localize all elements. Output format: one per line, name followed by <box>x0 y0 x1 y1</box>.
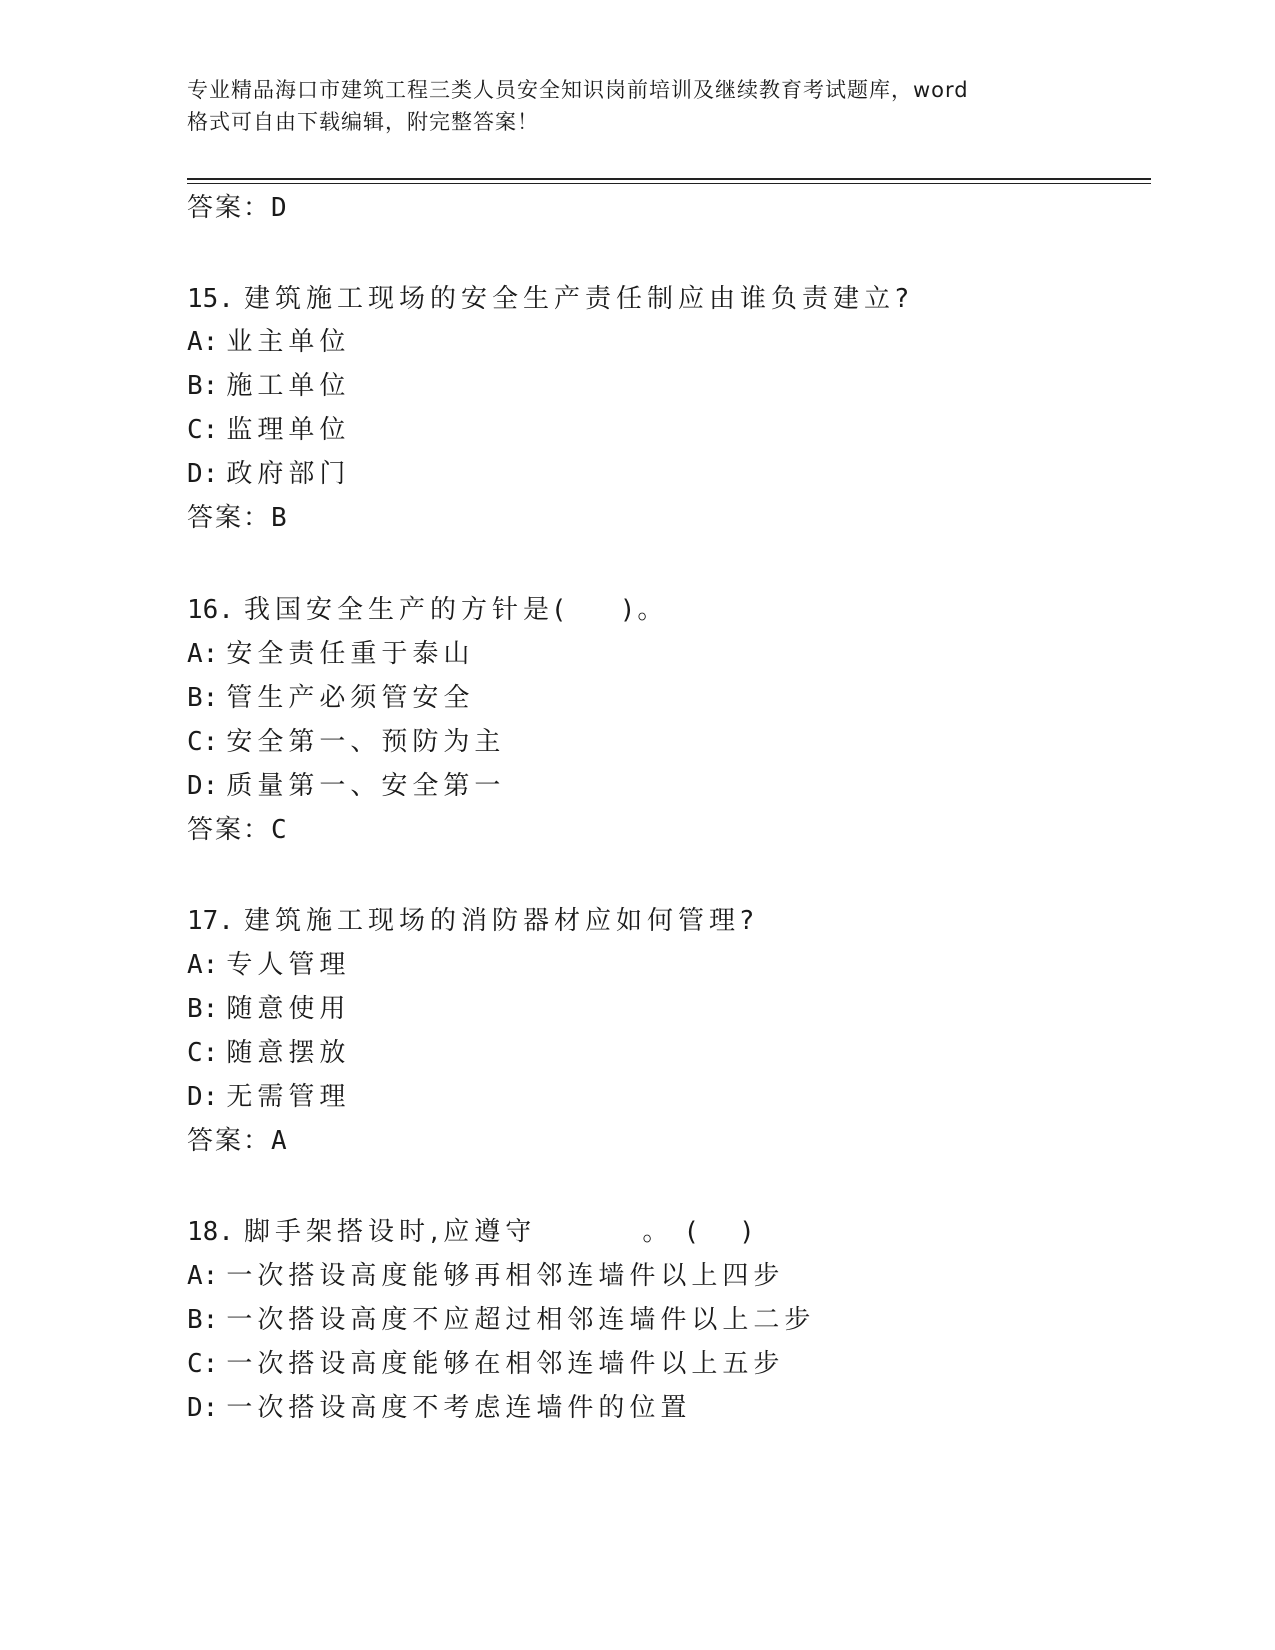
option-letter: C: <box>187 1038 219 1068</box>
question-text: 我国安全生产的方针是( )。 <box>243 595 669 625</box>
option-a <box>187 948 350 982</box>
option-text: 施工单位 <box>226 371 351 401</box>
document-header <box>187 74 1067 138</box>
option-text: 业主单位 <box>226 327 351 357</box>
question-17 <box>187 904 759 938</box>
question-number: 17. <box>187 906 234 936</box>
answer-label: 答案： <box>187 815 272 845</box>
option-c <box>187 725 505 759</box>
option-text: 安全责任重于泰山 <box>226 639 475 669</box>
option-c <box>187 1036 350 1070</box>
option-letter: D: <box>187 771 219 801</box>
option-text: 安全第一、预防为主 <box>226 727 506 757</box>
option-text: 质量第一、安全第一 <box>226 771 506 801</box>
option-text: 管生产必须管安全 <box>226 683 475 713</box>
answer-line <box>187 191 289 225</box>
question-16 <box>187 593 668 627</box>
option-letter: D: <box>187 1082 219 1112</box>
option-letter: B: <box>187 994 219 1024</box>
header-line-2: 格式可自由下载编辑，附完整答案！ <box>187 110 539 134</box>
option-letter: A: <box>187 1261 219 1291</box>
option-text: 政府部门 <box>226 459 351 489</box>
answer-line <box>187 1124 289 1158</box>
answer-label: 答案： <box>187 193 272 223</box>
header-line-1: 专业精品海口市建筑工程三类人员安全知识岗前培训及继续教育考试题库，word <box>187 78 969 102</box>
option-text: 随意摆放 <box>226 1038 351 1068</box>
option-letter: D: <box>187 459 219 489</box>
option-letter: A: <box>187 639 219 669</box>
option-text: 监理单位 <box>226 415 351 445</box>
answer-value: C <box>271 815 289 845</box>
question-number: 15. <box>187 284 234 314</box>
option-text: 一次搭设高度能够在相邻连墙件以上五步 <box>226 1349 785 1379</box>
option-letter: A: <box>187 950 219 980</box>
option-letter: C: <box>187 415 219 445</box>
answer-value: D <box>271 193 289 223</box>
option-d <box>187 1080 350 1114</box>
option-text: 一次搭设高度不应超过相邻连墙件以上二步 <box>226 1305 816 1335</box>
question-text: 脚手架搭设时,应遵守 。 ( ) <box>243 1217 757 1247</box>
header-divider-thick <box>187 178 1151 180</box>
option-letter: B: <box>187 683 219 713</box>
option-c <box>187 1347 784 1381</box>
question-number: 18. <box>187 1217 234 1247</box>
option-d <box>187 769 505 803</box>
option-text: 一次搭设高度能够再相邻连墙件以上四步 <box>226 1261 785 1291</box>
option-a <box>187 1259 784 1293</box>
answer-line <box>187 501 289 535</box>
option-a <box>187 637 474 671</box>
question-18 <box>187 1215 757 1249</box>
option-text: 专人管理 <box>226 950 351 980</box>
option-letter: C: <box>187 727 219 757</box>
option-letter: B: <box>187 1305 219 1335</box>
answer-line <box>187 813 289 847</box>
answer-label: 答案： <box>187 503 272 533</box>
header-divider-thin <box>187 183 1151 184</box>
answer-value: A <box>271 1126 289 1156</box>
option-letter: A: <box>187 327 219 357</box>
question-text: 建筑施工现场的安全生产责任制应由谁负责建立? <box>243 284 914 314</box>
answer-label: 答案： <box>187 1126 272 1156</box>
option-b <box>187 1303 815 1337</box>
option-text: 一次搭设高度不考虑连墙件的位置 <box>226 1393 692 1423</box>
option-a <box>187 325 350 359</box>
option-text: 随意使用 <box>226 994 351 1024</box>
option-letter: B: <box>187 371 219 401</box>
option-b <box>187 369 350 403</box>
question-15 <box>187 282 914 316</box>
answer-value: B <box>271 503 289 533</box>
question-text: 建筑施工现场的消防器材应如何管理? <box>243 906 759 936</box>
option-letter: D: <box>187 1393 219 1423</box>
option-d <box>187 457 350 491</box>
option-b <box>187 681 474 715</box>
option-b <box>187 992 350 1026</box>
option-c <box>187 413 350 447</box>
option-text: 无需管理 <box>226 1082 351 1112</box>
question-number: 16. <box>187 595 234 625</box>
option-d <box>187 1391 691 1425</box>
option-letter: C: <box>187 1349 219 1379</box>
